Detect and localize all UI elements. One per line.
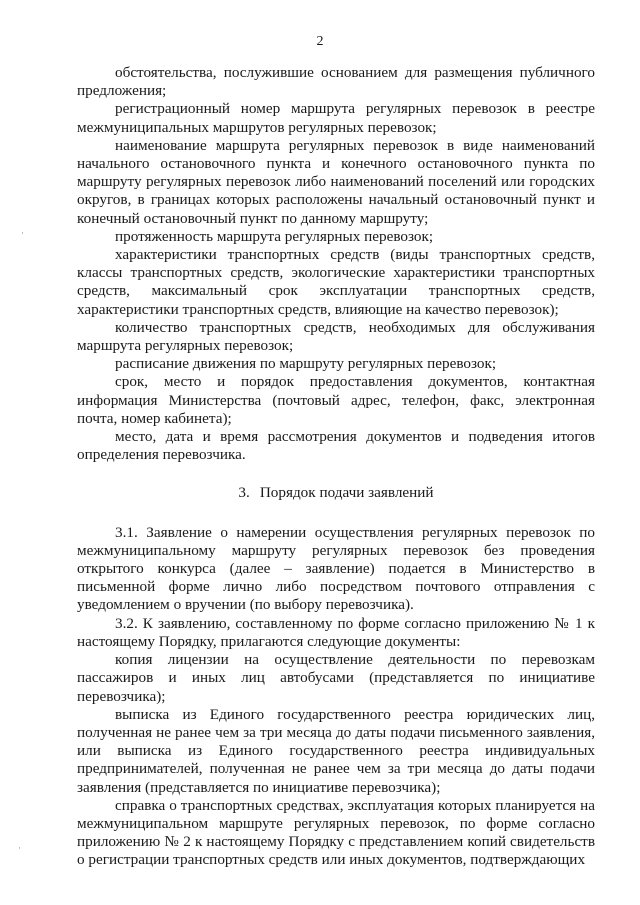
application-procedure-section xyxy=(77,524,595,870)
list-item: расписание движения по маршруту регулярных перевозок; xyxy=(115,355,497,373)
list-item: регистрационный номер маршрута регулярных перевозок в реестре межмуниципальных маршрутов регулярных перевозок; xyxy=(77,100,595,136)
paragraph: справка о транспортных средствах, эксплуатация которых планируется на межмуниципальном маршруте регулярных перевозок, по форме согласно приложению № 2 к настоящему Порядку с представлением копий свидетельств о регистрации транспортных средств или иных документов, подтверждающих xyxy=(77,796,595,869)
section-number: 3. xyxy=(238,484,250,502)
list-item: срок, место и порядок предоставления документов, контактная информация Министерства (почтовый адрес, телефон, факс, электронная почта, номер кабинета); xyxy=(77,373,595,427)
list-item: протяженность маршрута регулярных перевозок; xyxy=(115,227,434,245)
page-number: 2 xyxy=(316,34,324,49)
scan-speck: · xyxy=(18,843,21,853)
scan-speck: · xyxy=(21,228,24,238)
paragraph: 3.1. Заявление о намерении осуществления регулярных перевозок по межмуниципальному маршруту регулярных перевозок без проведения открытого конкурса (далее – заявление) подается в Министерство в письменной форме лично либо посредством почтового отправления с уведомлением о вручении (по выбору перевозчика). xyxy=(77,523,595,614)
notice-contents-list xyxy=(77,64,595,464)
section-heading xyxy=(77,484,595,502)
list-item: наименование маршрута регулярных перевозок в виде наименований начального остановочного пункта и конечного остановочного пункта по маршруту регулярных перевозок либо наименований поселений или городских округов, в границах которых расположены начальный остановочный пункт и конечный остановочный пункт по данному маршруту; xyxy=(77,136,595,227)
list-item: количество транспортных средств, необходимых для обслуживания маршрута регулярных перевозок; xyxy=(77,318,595,355)
paragraph: 3.2. К заявлению, составленному по форме согласно приложению № 1 к настоящему Порядку, прилагаются следующие документы: xyxy=(77,614,595,650)
paragraph: копия лицензии на осуществление деятельности по перевозкам пассажиров и иных лиц автобусами (представляется по инициативе перевозчика); xyxy=(77,651,595,705)
document-body xyxy=(77,64,595,870)
paragraph: выписка из Единого государственного реестра юридических лиц, полученная не ранее чем за три месяца до даты подачи письменного заявления, или выписка из Единого государственного реестра индивидуальных предпринимателей, полученная не ранее чем за три месяца до даты подачи заявления (представляется по инициативе перевозчика); xyxy=(77,705,595,796)
section-title: Порядок подачи заявлений xyxy=(259,484,434,502)
list-item: характеристики транспортных средств (виды транспортных средств, классы транспортных средств, экологические характеристики транспортных средств, максимальный срок эксплуатации транспортных средств, характеристики транспортных средств, влияющие на качество перевозок); xyxy=(77,246,595,318)
list-item: место, дата и время рассмотрения документов и подведения итогов определения перевозчика. xyxy=(77,428,595,464)
list-item: обстоятельства, послужившие основанием для размещения публичного предложения; xyxy=(77,64,595,100)
